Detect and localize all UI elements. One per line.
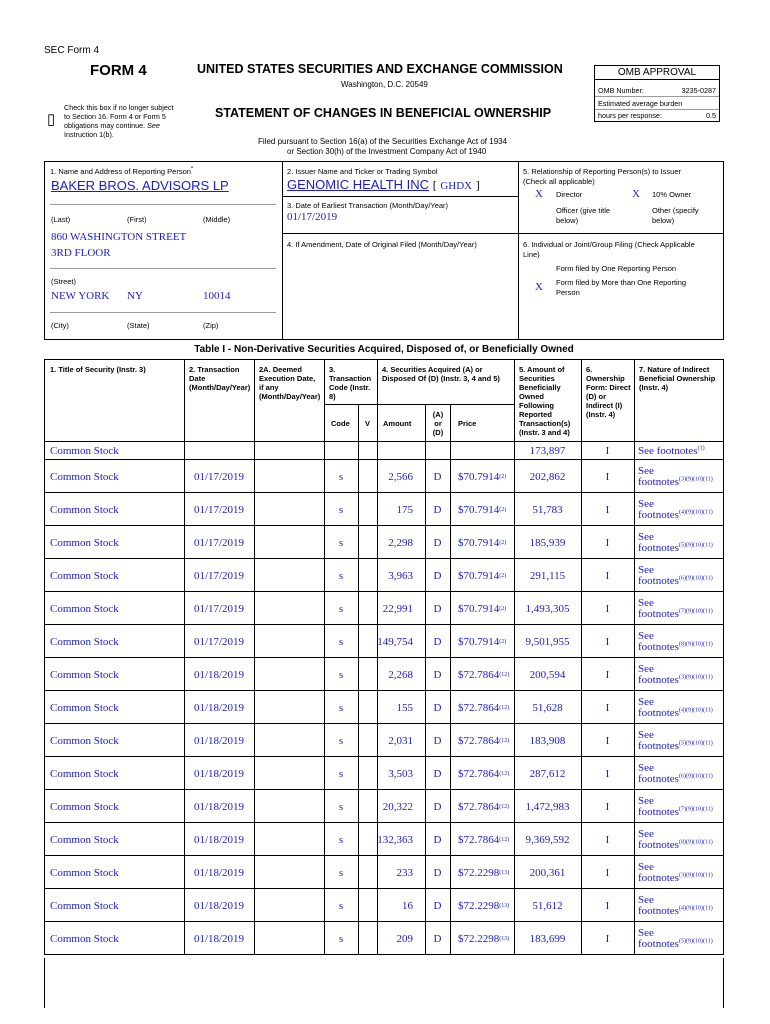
cell-security-title: Common Stock [50,668,119,681]
cell-ownership-form: I [605,569,610,582]
cell-price: $70.7914 (2) [458,602,507,615]
cell-price: $72.2298 (13) [458,866,510,879]
cell-security-title: Common Stock [50,569,119,582]
cell-price: $70.7914 (2) [458,536,507,549]
cell-amount-owned: 51,783 [532,503,563,516]
cell-transaction-code: s [338,470,344,483]
more-than-one-check[interactable]: X [535,281,543,293]
cell-security-title: Common Stock [50,602,119,615]
table-row [44,658,724,691]
sec-form-label: SEC Form 4 [44,45,100,56]
cell-price: $72.7864 (12) [458,767,510,780]
cell-amount: 155 [396,701,413,714]
cell-security-title: Common Stock [50,470,119,483]
table-row [44,442,724,460]
cell-nature-of-ownership: See footnotes$^{(8)(9)(10)(11)}$ [638,629,713,653]
cell-transaction-date: 01/18/2019 [193,701,245,714]
cell-security-title: Common Stock [50,899,119,912]
last-label: (Last) [51,215,71,224]
cell-amount-owned: 183,699 [529,932,566,945]
cell-acquired-or-disposed: D [433,701,442,714]
omb-approval-box [594,65,720,122]
issuer-name-link[interactable]: GENOMIC HEALTH INC [287,177,430,192]
cell-amount: 209 [396,932,413,945]
cell-acquired-or-disposed: D [433,767,442,780]
subcol-code: Code [331,419,350,428]
cell-amount-owned: 9,369,592 [525,833,570,846]
cell-transaction-code: s [338,503,344,516]
cell-nature-of-ownership: See footnotes$^{(3)(9)(10)(11)}$ [638,662,713,686]
cell-security-title: Common Stock [50,536,119,549]
cell-transaction-date: 01/17/2019 [193,536,245,549]
cell-acquired-or-disposed: D [433,470,442,483]
col-securities-acquired-disposed: 4. Securities Acquired (A) or Disposed Of (D) (Instr. 3, 4 and 5) [382,365,500,383]
subcol-amount: Amount [383,419,412,428]
cell-nature-of-ownership: See footnotes$^{(5)(9)(10)(11)}$ [638,530,713,554]
cell-amount: 132,363 [377,833,413,846]
table-continuation-border [44,958,45,1008]
cell-ownership-form: I [605,734,610,747]
street-line1: 860 WASHINGTON STREET [51,231,187,243]
omb-hours-value: 0.5 [706,111,716,120]
cell-price: $70.7914 (2) [458,635,507,648]
cell-security-title: Common Stock [50,833,119,846]
omb-title: OMB APPROVAL [617,67,697,78]
state-label: (State) [127,321,150,330]
cell-security-title: Common Stock [50,701,119,714]
table-row [44,823,724,856]
one-reporting-person-label: Form filed by One Reporting Person [556,264,677,273]
box2-label: 2. Issuer Name and Ticker or Trading Symbol [287,167,438,176]
cell-nature-of-ownership: See footnotes$^{(4)(9)(10)(11)}$ [638,497,713,521]
officer-label: Officer (give title below) [556,206,611,225]
cell-transaction-code: s [338,569,344,582]
omb-number-label: OMB Number: [598,86,644,95]
cell-transaction-date: 01/18/2019 [193,800,245,813]
cell-price: $72.2298 (13) [458,932,510,945]
table-row [44,625,724,658]
table-row [44,790,724,823]
cell-ownership-form: I [605,470,610,483]
cell-transaction-date: 01/17/2019 [193,470,245,483]
state-value: NY [127,290,143,302]
cell-amount: 233 [396,866,413,879]
filed-pursuant-line1: Filed pursuant to Section 16(a) of the Securities Exchange Act of 1934 [258,137,508,146]
cell-ownership-form: I [605,602,610,615]
cell-transaction-date: 01/18/2019 [193,866,245,879]
cell-acquired-or-disposed: D [433,635,442,648]
cell-transaction-code: s [338,866,344,879]
cell-security-title: Common Stock [50,635,119,648]
table-row [44,757,724,790]
street-label: (Street) [51,277,77,286]
cell-transaction-code: s [338,701,344,714]
cell-price: $72.7864 (12) [458,668,510,681]
omb-burden-label: Estimated average burden [598,99,683,108]
cell-transaction-code: s [338,932,344,945]
cell-ownership-form: I [605,635,610,648]
cell-nature-of-ownership: See footnotes$^{(7)(9)(10)(11)}$ [638,596,713,620]
cell-security-title: Common Stock [50,503,119,516]
cell-acquired-or-disposed: D [433,668,442,681]
box6-label: 6. Individual or Joint/Group Filing (Check Applicable Line) [523,240,695,259]
reporting-person-name-link[interactable]: BAKER BROS. ADVISORS LP [51,178,229,193]
table-row [44,724,724,757]
ticker-symbol: GHDX [440,180,473,192]
cell-ownership-form: I [605,767,610,780]
cell-nature-of-ownership: See footnotes$^{(3)(9)(10)(11)}$ [638,464,713,488]
cell-transaction-date: 01/18/2019 [193,932,245,945]
agency-location: Washington, D.C. 20549 [341,80,428,89]
street-line2: 3RD FLOOR [51,247,111,259]
cell-transaction-date: 01/17/2019 [193,602,245,615]
cell-amount: 175 [396,503,413,516]
col-transaction-code: 3. Transaction Code (Instr. 8) [329,365,372,401]
omb-hours-label: hours per response: [598,111,662,120]
table-row [44,889,724,922]
table-row [44,526,724,559]
cell-amount-owned: 9,501,955 [525,635,570,648]
agency-title: UNITED STATES SECURITIES AND EXCHANGE COMMISSION [197,62,563,76]
cell-transaction-code: s [338,800,344,813]
cell-amount: 3,963 [388,569,413,582]
cell-acquired-or-disposed: D [433,932,442,945]
cell-amount-owned: 185,939 [529,536,566,549]
cell-acquired-or-disposed: D [433,899,442,912]
box1-label: 1. Name and Address of Reporting Person* [50,166,194,176]
city-label: (City) [51,321,69,330]
checkbox-label: Check this box if no longer subject to Section 16. Form 4 or Form 5 obligations may continue. See Instruction 1(b). [64,103,174,139]
cell-amount: 2,268 [388,668,413,681]
cell-amount: 2,566 [388,470,413,483]
cell-amount-owned: 51,612 [532,899,563,912]
cell-amount-owned: 291,115 [529,569,566,582]
middle-label: (Middle) [203,215,231,224]
cell-acquired-or-disposed: D [433,800,442,813]
cell-amount-owned: 200,361 [529,866,566,879]
cell-amount-owned: 202,862 [529,470,566,483]
cell-ownership-form: I [605,701,610,714]
cell-security-title: Common Stock [50,767,119,780]
cell-ownership-form: I [605,833,610,846]
subcol-a-or-d: (A) or (D) [432,410,444,437]
ten-percent-owner-check[interactable]: X [632,188,640,200]
cell-price: $72.7864 (12) [458,701,510,714]
cell-nature-of-ownership: See footnotes$^{(3)(9)(10)(11)}$ [638,860,713,884]
cell-transaction-date: 01/18/2019 [193,767,245,780]
cell-nature-of-ownership: See footnotes$^{(4)(9)(10)(11)}$ [638,695,713,719]
issuer-name: GENOMIC HEALTH INC [ GHDX ] [287,177,480,192]
cell-ownership-form: I [605,866,610,879]
other-label: Other (specify below) [652,206,699,225]
cell-amount-owned: 51,628 [532,701,563,714]
cell-nature-of-ownership: See footnotes$^{(6)(9)(10)(11)}$ [638,563,713,587]
form-title: FORM 4 [90,62,147,79]
box5-label: 5. Relationship of Reporting Person(s) to Issuer (Check all applicable) [523,167,681,186]
cell-amount-owned: 1,472,983 [525,800,570,813]
cell-ownership-form: I [605,445,610,457]
zip-label: (Zip) [203,321,219,330]
cell-ownership-form: I [605,932,610,945]
city-value: NEW YORK [51,290,110,302]
cell-transaction-code: s [338,635,344,648]
cell-ownership-form: I [605,536,610,549]
cell-amount-owned: 1,493,305 [525,602,570,615]
cell-security-title: Common Stock [50,800,119,813]
cell-security-title: Common Stock [50,445,119,457]
cell-transaction-date: 01/18/2019 [193,899,245,912]
cell-acquired-or-disposed: D [433,536,442,549]
cell-nature-of-ownership: See footnotes$^{(7)(9)(10)(11)}$ [638,794,713,818]
col-transaction-date: 2. Transaction Date (Month/Day/Year) [189,365,251,392]
cell-acquired-or-disposed: D [433,833,442,846]
cell-acquired-or-disposed: D [433,503,442,516]
director-label: Director [556,190,583,199]
table-continuation-border-right [723,958,724,1008]
cell-price: $72.7864 (12) [458,800,510,813]
cell-amount: 22,991 [382,602,413,615]
col-ownership-form: 6. Ownership Form: Direct (D) or Indirect (I) (Instr. 4) [586,365,631,419]
cell-transaction-date: 01/17/2019 [193,503,245,516]
cell-transaction-code: s [338,668,344,681]
cell-security-title: Common Stock [50,932,119,945]
cell-acquired-or-disposed: D [433,569,442,582]
subcol-price: Price [458,419,477,428]
col-amount-owned: 5. Amount of Securities Beneficially Owned Following Reported Transaction(s) (Instr. 3 and 4) [519,365,571,437]
cell-price: $70.7914 (2) [458,569,507,582]
cell-amount: 149,754 [377,635,413,648]
more-than-one-label: Form filed by More than One Reporting Person [556,278,687,297]
ten-percent-owner-label: 10% Owner [652,190,692,199]
statement-title: STATEMENT OF CHANGES IN BENEFICIAL OWNERSHIP [215,106,552,120]
cell-acquired-or-disposed: D [433,734,442,747]
cell-amount-owned: 200,594 [529,668,566,681]
cell-ownership-form: I [605,899,610,912]
director-check[interactable]: X [535,188,543,200]
cell-nature-of-ownership: See footnotes$^{(4)(9)(10)(11)}$ [638,893,713,917]
cell-price: $70.7914 (2) [458,470,507,483]
earliest-transaction-date: 01/17/2019 [287,211,338,223]
cell-security-title: Common Stock [50,734,119,747]
col-nature-of-ownership: 7. Nature of Indirect Beneficial Ownership (Instr. 4) [639,365,716,392]
table1-title: Table I - Non-Derivative Securities Acquired, Disposed of, or Beneficially Owned [194,344,574,355]
zip-value: 10014 [203,290,231,302]
table-row [44,856,724,889]
cell-transaction-date: 01/18/2019 [193,833,245,846]
cell-transaction-code: s [338,767,344,780]
cell-amount: 2,298 [388,536,413,549]
cell-nature-of-ownership: See footnotes$^{(6)(9)(10)(11)}$ [638,761,713,785]
table-row [44,592,724,625]
cell-nature-of-ownership: See footnotes$^{(1)}$ [638,444,705,457]
cell-amount-owned: 173,897 [529,445,566,457]
cell-transaction-date: 01/18/2019 [193,668,245,681]
cell-amount: 20,322 [382,800,413,813]
cell-nature-of-ownership: See footnotes$^{(5)(9)(10)(11)}$ [638,926,713,950]
cell-transaction-date: 01/17/2019 [193,569,245,582]
cell-ownership-form: I [605,800,610,813]
cell-transaction-date: 01/17/2019 [193,635,245,648]
cell-amount-owned: 183,908 [529,734,566,747]
cell-price: $70.7914 (2) [458,503,507,516]
checkbox-icon[interactable]: ▯ [47,111,56,128]
cell-ownership-form: I [605,503,610,516]
cell-amount-owned: 287,612 [529,767,566,780]
table-row [44,691,724,724]
cell-acquired-or-disposed: D [433,602,442,615]
table-row [44,460,724,493]
subcol-v: V [365,419,371,428]
table-row [44,559,724,592]
cell-nature-of-ownership: See footnotes$^{(5)(9)(10)(11)}$ [638,728,713,752]
col-deemed-execution-date: 2A. Deemed Execution Date, if any (Month/Day/Year) [259,365,321,401]
cell-amount: 2,031 [388,734,413,747]
cell-price: $72.7864 (12) [458,833,510,846]
filed-pursuant-line2: or Section 30(h) of the Investment Company Act of 1940 [287,147,487,156]
cell-transaction-code: s [338,734,344,747]
cell-amount: 16 [402,899,413,912]
col-title-of-security: 1. Title of Security (Instr. 3) [50,365,146,374]
box3-label: 3. Date of Earliest Transaction (Month/Day/Year) [287,201,449,210]
cell-nature-of-ownership: See footnotes$^{(8)(9)(10)(11)}$ [638,827,713,851]
cell-transaction-date: 01/18/2019 [193,734,245,747]
cell-price: $72.7864 (12) [458,734,510,747]
omb-number-value: 3235-0287 [681,86,716,95]
cell-amount: 3,503 [388,767,413,780]
table-row [44,493,724,526]
cell-security-title: Common Stock [50,866,119,879]
cell-transaction-code: s [338,833,344,846]
cell-price: $72.2298 (13) [458,899,510,912]
cell-transaction-code: s [338,899,344,912]
table-row [44,922,724,955]
box4-label: 4. If Amendment, Date of Original Filed (Month/Day/Year) [287,240,477,249]
cell-transaction-code: s [338,602,344,615]
first-label: (First) [127,215,147,224]
cell-transaction-code: s [338,536,344,549]
cell-ownership-form: I [605,668,610,681]
cell-acquired-or-disposed: D [433,866,442,879]
